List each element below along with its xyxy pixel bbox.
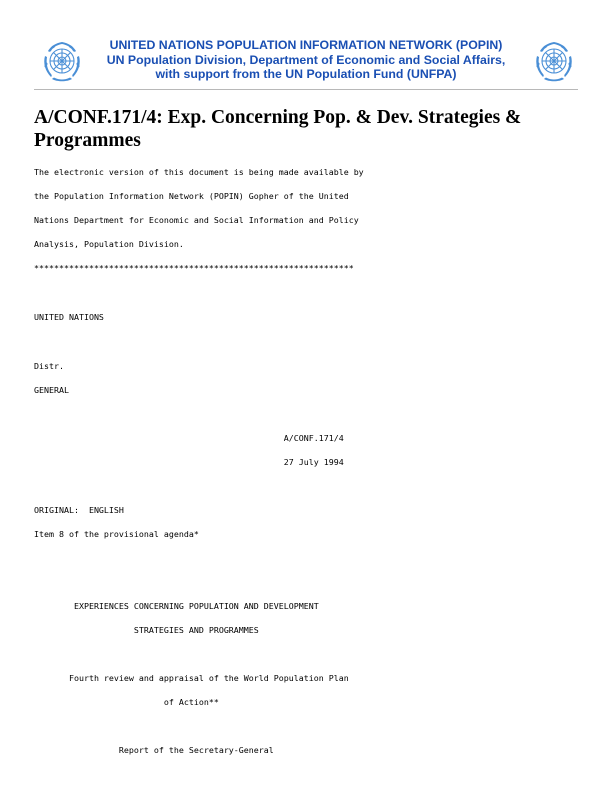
doc-line: Fourth review and appraisal of the World Population Plan	[34, 673, 349, 683]
header-line-popin: UNITED NATIONS POPULATION INFORMATION NETWORK (POPIN)	[109, 38, 503, 52]
doc-line: Item 8 of the provisional agenda*	[34, 529, 199, 539]
popin-header	[34, 36, 578, 90]
doc-line: ORIGINAL: ENGLISH	[34, 505, 124, 515]
header-line-unfpa: with support from the UN Population Fund (UNFPA)	[155, 67, 457, 82]
header-line-division: UN Population Division, Department of Economic and Social Affairs,	[106, 52, 506, 67]
header-divider	[34, 89, 578, 90]
doc-line: of Action**	[34, 697, 219, 707]
doc-line: Nations Department for Economic and Social Information and Policy	[34, 215, 359, 225]
doc-line: Report of the Secretary-General	[34, 745, 274, 755]
doc-line: The electronic version of this document is being made available by	[34, 167, 364, 177]
doc-line: UNITED NATIONS	[34, 312, 104, 322]
doc-line: Distr.	[34, 361, 64, 371]
header-text	[92, 38, 520, 82]
doc-line: Analysis, Population Division.	[34, 239, 184, 249]
document-date: 27 July 1994	[34, 457, 344, 467]
document-symbol: A/CONF.171/4	[34, 433, 344, 443]
doc-heading: STRATEGIES AND PROGRAMMES	[34, 625, 259, 635]
doc-line: GENERAL	[34, 385, 69, 395]
separator-line: ****************************************************************	[34, 263, 354, 273]
doc-heading: EXPERIENCES CONCERNING POPULATION AND DEVELOPMENT	[34, 601, 319, 611]
doc-line: the Population Information Network (POPIN) Gopher of the United	[34, 191, 349, 201]
document-title: A/CONF.171/4: Exp. Concerning Pop. & Dev. Strategies & Programmes	[34, 107, 522, 151]
un-emblem-icon	[529, 37, 579, 87]
un-emblem-icon	[37, 37, 87, 87]
